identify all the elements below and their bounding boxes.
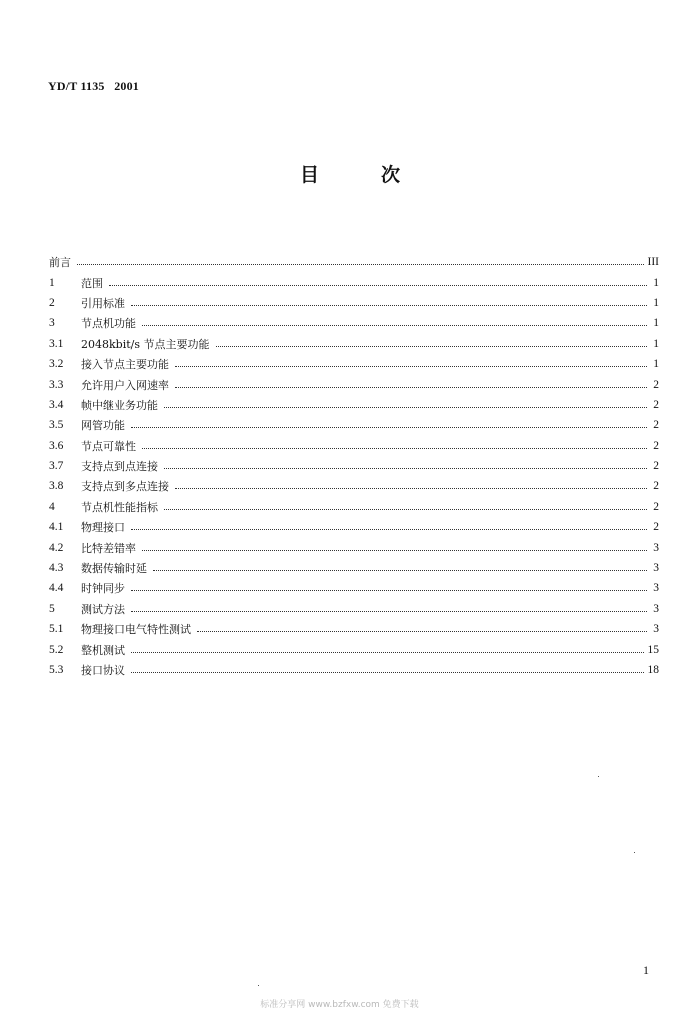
toc-dot-leader	[175, 365, 647, 367]
toc-entry-title: 支持点到多点连接	[81, 480, 169, 494]
toc-dot-leader	[197, 630, 647, 632]
toc-entry-page: 1	[653, 337, 659, 350]
toc-entry-title: 时钟同步	[81, 582, 125, 596]
toc-entry	[49, 578, 659, 598]
toc-entry	[49, 293, 659, 313]
table-of-contents	[49, 252, 659, 680]
toc-entry-title: 接入节点主要功能	[81, 358, 169, 372]
standard-code: YD/T 1135 2001	[48, 79, 139, 93]
toc-dot-leader	[131, 304, 647, 306]
scan-speck	[598, 776, 599, 777]
toc-entry-title: 前言	[49, 256, 71, 270]
toc-entry-page: 2	[653, 398, 659, 411]
toc-entry-title: 节点机性能指标	[81, 500, 158, 514]
toc-entry-page: 3	[653, 602, 659, 615]
toc-entry-number: 5.2	[49, 643, 64, 656]
toc-entry-page: 2	[653, 521, 659, 534]
toc-entry-number: 3.5	[49, 419, 64, 432]
toc-entry	[49, 558, 659, 578]
toc-entry-title: 比特差错率	[81, 541, 136, 555]
toc-dot-leader	[109, 284, 647, 286]
toc-entry-title: 节点机功能	[81, 317, 136, 331]
toc-entry-title: 数据传输时延	[81, 562, 147, 576]
scan-speck	[634, 852, 635, 853]
toc-dot-leader	[175, 487, 647, 489]
toc-entry-page: 2	[653, 439, 659, 452]
toc-entry-title: 允许用户入网速率	[81, 378, 169, 392]
toc-entry-page: 1	[653, 296, 659, 309]
toc-entry	[49, 436, 659, 456]
toc-entry-page: 2	[653, 378, 659, 391]
toc-entry-page: 1	[653, 358, 659, 371]
toc-entry-number: 4.1	[49, 521, 64, 534]
toc-dot-leader	[164, 467, 647, 469]
toc-entry-page: 1	[653, 276, 659, 289]
toc-entry-number: 5	[49, 602, 55, 615]
toc-entry-number: 5.1	[49, 623, 64, 636]
toc-entry-number: 2	[49, 296, 55, 309]
toc-entry	[49, 456, 659, 476]
toc-dot-leader	[164, 406, 647, 408]
toc-entry	[49, 415, 659, 435]
toc-dot-leader	[142, 324, 647, 326]
title-char-1: 目	[300, 164, 320, 186]
toc-entry-number: 3.4	[49, 398, 64, 411]
toc-entry-number: 1	[49, 276, 55, 289]
toc-entry-page: 3	[653, 582, 659, 595]
toc-entry-title: 帧中继业务功能	[81, 398, 158, 412]
toc-entry	[49, 354, 659, 374]
toc-dot-leader	[142, 447, 647, 449]
toc-entry-number: 4	[49, 500, 55, 513]
watermark-text: 标准分享网 www.bzfxw.com 免费下载	[260, 1000, 419, 1010]
page-number: 1	[643, 963, 649, 977]
toc-entry-number: 3.7	[49, 460, 64, 473]
toc-entry-title: 物理接口	[81, 521, 125, 535]
toc-entry	[49, 313, 659, 333]
toc-entry	[49, 517, 659, 537]
toc-entry-title: 支持点到点连接	[81, 460, 158, 474]
toc-entry-title: 物理接口电气特性测试	[81, 623, 191, 637]
toc-dot-leader	[131, 651, 644, 653]
toc-entry	[49, 252, 659, 272]
toc-entry	[49, 395, 659, 415]
toc-entry-page: 18	[647, 664, 659, 676]
toc-entry-page: 2	[653, 500, 659, 513]
toc-dot-leader	[142, 549, 647, 551]
toc-entry-title: 网管功能	[81, 419, 125, 433]
toc-entry-title: 范围	[81, 276, 103, 290]
toc-entry-page: 3	[653, 623, 659, 636]
toc-entry	[49, 476, 659, 496]
toc-entry-page: 2	[653, 419, 659, 432]
toc-dot-leader	[131, 528, 647, 530]
toc-entry	[49, 599, 659, 619]
toc-entry	[49, 537, 659, 557]
toc-entry-page: 2	[653, 460, 659, 473]
toc-entry-title: 节点可靠性	[81, 439, 136, 453]
toc-dot-leader	[153, 569, 647, 571]
toc-entry-page: 2	[653, 480, 659, 493]
toc-dot-leader	[131, 671, 644, 673]
toc-entry	[49, 334, 659, 354]
toc-entry	[49, 660, 659, 680]
toc-entry-title: 整机测试	[81, 643, 125, 657]
toc-entry-page: 3	[653, 541, 659, 554]
toc-entry	[49, 272, 659, 292]
toc-entry-number: 3.2	[49, 358, 64, 371]
toc-entry-number: 4.2	[49, 541, 64, 554]
toc-entry-number: 3.1	[49, 337, 64, 350]
toc-dot-leader	[77, 263, 644, 265]
toc-entry-number: 3	[49, 317, 55, 330]
toc-entry-title: 接口协议	[81, 664, 125, 677]
toc-entry-title: 2048kbit/s 节点主要功能	[81, 337, 210, 351]
scan-speck	[258, 985, 259, 986]
toc-entry	[49, 497, 659, 517]
toc-entry-number: 5.3	[49, 664, 64, 676]
toc-entry-page: 1	[653, 317, 659, 330]
toc-entry-number: 4.4	[49, 582, 64, 595]
toc-dot-leader	[131, 610, 647, 612]
toc-dot-leader	[175, 386, 647, 388]
page-title	[0, 160, 679, 188]
toc-entry-page: 15	[647, 643, 659, 656]
toc-dot-leader	[164, 508, 647, 510]
toc-entry-title: 测试方法	[81, 602, 125, 616]
toc-entry	[49, 639, 659, 659]
toc-entry	[49, 619, 659, 639]
toc-entry-number: 3.8	[49, 480, 64, 493]
toc-entry-title: 引用标准	[81, 296, 125, 310]
toc-dot-leader	[216, 345, 648, 347]
toc-entry-page: 3	[653, 562, 659, 575]
toc-entry-number: 3.6	[49, 439, 64, 452]
toc-entry-number: 3.3	[49, 378, 64, 391]
toc-entry-page: III	[647, 256, 659, 269]
toc-dot-leader	[131, 426, 647, 428]
title-char-2: 次	[381, 164, 401, 186]
toc-entry-number: 4.3	[49, 562, 64, 575]
toc-entry	[49, 374, 659, 394]
toc-dot-leader	[131, 589, 647, 591]
